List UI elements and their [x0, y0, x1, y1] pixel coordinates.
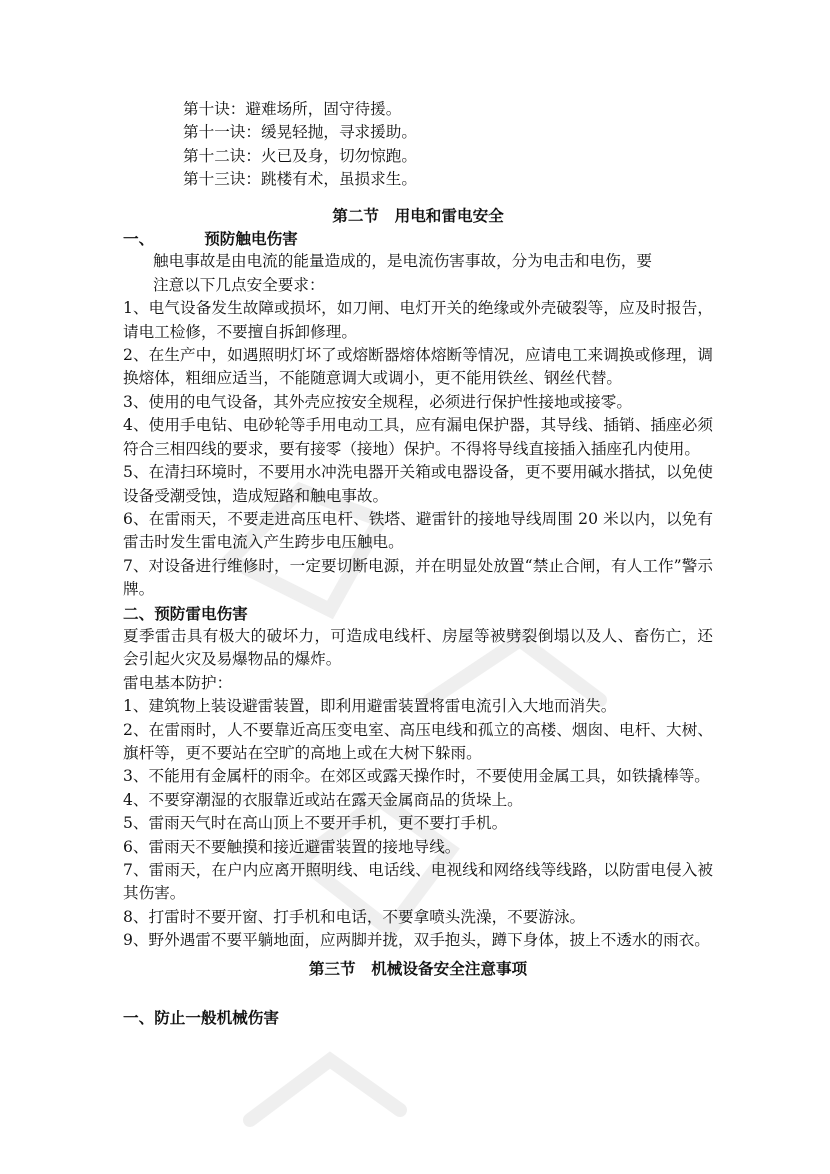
part2-item-5: 5、雷雨天气时在高山顶上不要开手机，更不要打手机。 — [123, 814, 508, 833]
part1-item-1: 1、电气设备发生故障或损坏，如刀闸、电灯开关的绝缘或外壳破裂等，应及时报告，请电工检修，不要擅自拆卸修理。 — [123, 299, 713, 341]
part2-intro: 夏季雷击具有极大的破坏力，可造成电线杆、房屋等被劈裂倒塌以及人、畜伤亡，还会引起火灾及易爆物品的爆炸。 — [123, 626, 713, 669]
part2-item-1: 1、建筑物上装设避雷装置，即利用避雷装置将雷电流引入大地而消失。 — [123, 697, 617, 716]
part2-item-2: 2、在雷雨时，人不要靠近高压变电室、高压电线和孤立的高楼、烟囱、电杆、大树、旗杆等，更不要站在空旷的高地上或在大树下躲雨。 — [123, 720, 713, 762]
part2-item-8: 8、打雷时不要开窗、打手机和电话，不要拿喷头洗澡，不要游泳。 — [123, 907, 586, 926]
part1-item-5: 5、在清扫环境时，不要用水冲洗电器开关箱或电器设备，更不要用碱水揩拭，以免使设备受潮受蚀，造成短路和触电事故。 — [123, 463, 713, 505]
part2-item-6: 6、雷雨天不要触摸和接近避雷装置的接地导线。 — [123, 837, 461, 856]
saying-11: 第十一诀：缓晃轻抛，寻求援助。 — [183, 123, 417, 142]
section2-title: 第二节 用电和雷电安全 — [332, 205, 504, 225]
part2-item-3: 3、不能用有金属杆的雨伞。在郊区或露天操作时，不要使用金属工具，如铁撬棒等。 — [123, 767, 710, 786]
section3-title: 第三节 机械设备安全注意事项 — [308, 958, 528, 978]
part2-item-9: 9、野外遇雷不要平躺地面，应两脚并拢，双手抱头，蹲下身体，披上不透水的雨衣。 — [123, 931, 710, 950]
heading-number: 一、 — [123, 229, 155, 249]
part2-subheading: 雷电基本防护： — [123, 673, 233, 692]
section2-part2-heading: 二、预防雷电伤害 — [123, 603, 248, 623]
saying-13: 第十三诀：跳楼有术，虽损求生。 — [183, 170, 417, 189]
spacer — [123, 980, 713, 1006]
document-page — [123, 98, 713, 1029]
part1-item-2: 2、在生产中，如遇照明灯坏了或熔断器熔体熔断等情况，应请电工来调换或修理，调换熔体，粗细应适当，不能随意调大或调小，更不能用铁丝、钢丝代替。 — [123, 346, 713, 388]
part1-item-7: 7、对设备进行维修时，一定要切断电源，并在明显处放置“禁止合闸，有人工作”警示牌。 — [123, 556, 713, 599]
part1-intro-line2: 注意以下几点安全要求： — [153, 275, 325, 294]
saying-10: 第十诀：避难场所，固守待援。 — [183, 100, 402, 118]
heading-text: 预防触电伤害 — [204, 229, 298, 249]
section3-heading: 一、防止一般机械伤害 — [123, 1008, 279, 1028]
part2-item-4: 4、不要穿潮湿的衣服靠近或站在露天金属商品的货垛上。 — [123, 790, 523, 809]
section2-part1-heading — [123, 227, 713, 250]
saying-12: 第十二诀：火已及身，切勿惊跑。 — [183, 146, 417, 165]
part1-item-6: 6、在雷雨天，不要走进高压电杆、铁塔、避雷针的接地导线周围 20 米以内，以免有雷击时发生雷电流入产生跨步电压触电。 — [123, 509, 713, 552]
part2-item-7: 7、雷雨天，在户内应离开照明线、电话线、电视线和网络线等线路，以防雷电侵入被其伤害。 — [123, 861, 713, 903]
part1-item-3: 3、使用的电气设备，其外壳应按安全规程，必须进行保护性接地或接零。 — [123, 392, 632, 411]
part1-intro-line1: 触电事故是由电流的能量造成的，是电流伤害事故，分为电击和电伤，要 — [153, 252, 653, 271]
part1-item-4: 4、使用手电钻、电砂轮等手用电动工具，应有漏电保护器，其导线、插销、插座必须符合三相四线的要求，要有接零（接地）保护。不得将导线直接插入插座孔内使用。 — [123, 416, 713, 458]
